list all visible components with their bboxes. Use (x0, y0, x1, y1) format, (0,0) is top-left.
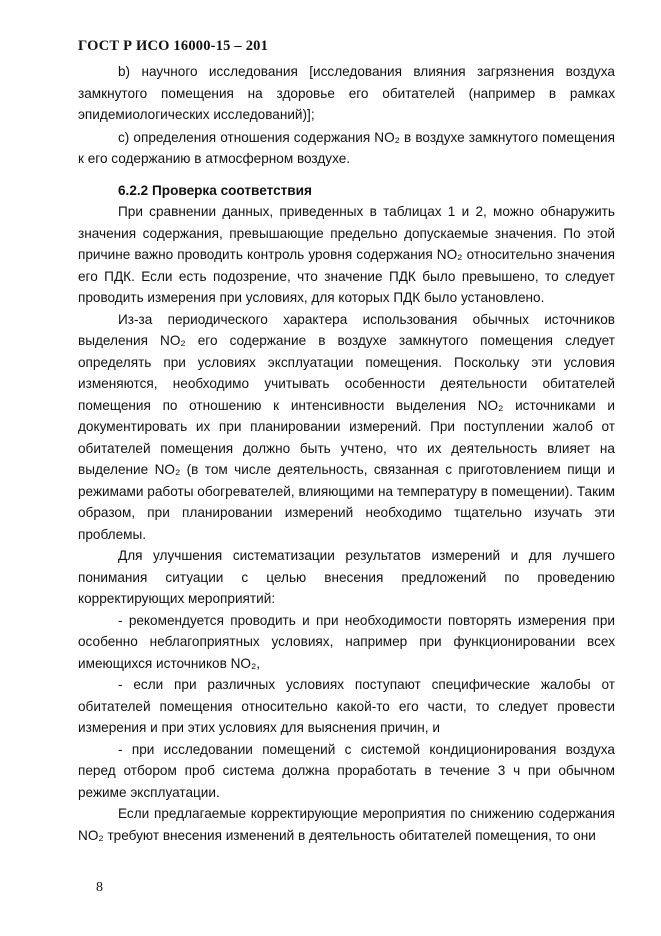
paragraph-periodic-sources: Из-за периодического характера использования обычных источников выделения NO₂ его содержание в воздухе замкнутого помещения следует определять при условиях эксплуатации помещения. Поскольку эти условия изменяются, необходимо учитывать особенности деятельности обитателей помещения по отношению к интенсивности выделения NO₂ источниками и документировать их при планировании измерений. При поступлении жалоб от обитателей помещения должно быть учтено, что их деятельность влияет на выделение NO₂ (в том числе деятельность, связанная c приготовлением пищи и режимами работы обогревателей, влияющими на температуру в помещении). Таким образом, при планировании измерений необходимо тщательно изучать эти проблемы. (78, 311, 615, 542)
paragraph-comparison: При сравнении данных, приведенных в таблицах 1 и 2, можно обнаружить значения содержания, превышающие предельно допускаемые значения. По этой причине важно проводить контроль уровня содержания NO₂ относительно значения его ПДК. Если есть подозрение, что значение ПДК было превышено, то следует проводить измерения при условиях, для которых ПДК было установлено. (78, 204, 615, 305)
section-title: 6.2.2 Проверка соответствия (118, 182, 312, 198)
page-number: 8 (96, 880, 103, 895)
bullet-item-complaints: - если при различных условиях поступают специфические жалобы от обитателей помещения относительно какой-то его части, то следует провести измерения и при этих условиях для выяснения причин, и (78, 677, 615, 735)
bullet-item-air-conditioning: - при исследовании помещений с системой кондиционирования воздуха перед отбором проб система должна проработать в течение 3 ч при обычном режиме эксплуатации. (78, 741, 615, 800)
list-item-b: b) научного исследования [исследования влияния загрязнения воздуха замкнутого помещения на здоровье его обитателей (например в рамках эпидемиологических исследований)]; (78, 64, 615, 122)
paragraph-systematization: Для улучшения систематизации результатов измерений и для лучшего понимания ситуации с целью внесения предложений по проведению корректирующих мероприятий: (78, 548, 615, 606)
paragraph-corrective-measures: Если предлагаемые корректирующие мероприятия по снижению содержания NO₂ требуют внесения изменений в деятельность обитателей помещения, то они (78, 806, 615, 843)
list-item-c: c) определения отношения содержания NO₂ в воздухе замкнутого помещения к его содержанию в атмосферном воздухе. (78, 129, 615, 166)
document-header: ГОСТ Р ИСО 16000-15 – 201 (78, 38, 269, 54)
document-body (78, 61, 615, 846)
bullet-item-repeat-measurements: - рекомендуется проводить и при необходимости повторять измерения при особенно неблагоприятных условиях, например при функционировании всех имеющихся источников NO₂, (78, 612, 615, 671)
